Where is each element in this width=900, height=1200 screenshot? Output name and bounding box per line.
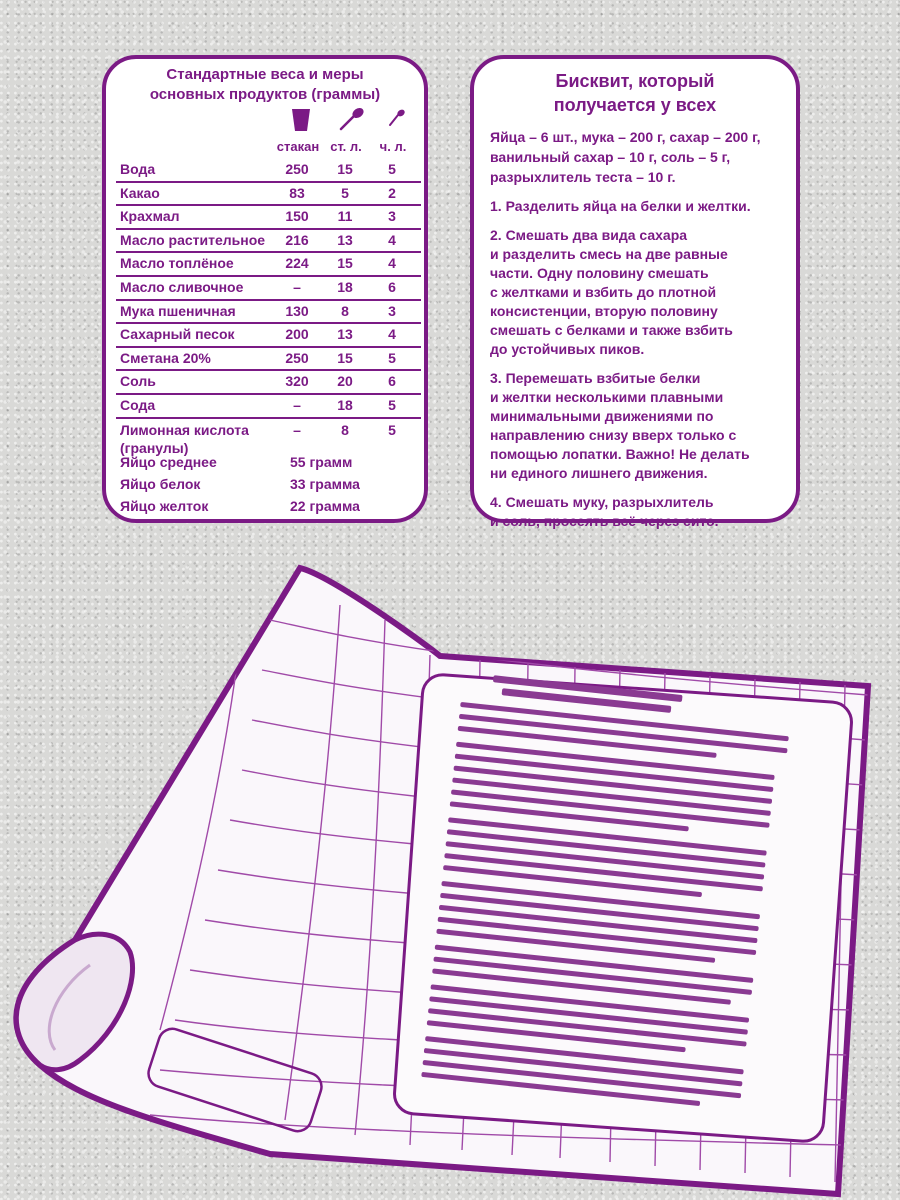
row-value: 83 — [289, 184, 305, 201]
row-value: 5 — [388, 349, 396, 366]
row-value: 5 — [388, 396, 396, 413]
recipe-step — [490, 197, 790, 216]
unit-cup-label: стакан — [276, 139, 320, 154]
recipe-title-line1: Бисквит, который — [555, 71, 715, 91]
recipe-steps — [490, 197, 790, 541]
row-name: Какао — [120, 184, 160, 201]
egg-value: 55 грамм — [290, 454, 353, 470]
eggs-list — [120, 454, 410, 520]
row-value: – — [293, 421, 301, 438]
recipe-card — [470, 55, 800, 529]
row-name-line1: Лимонная кислота — [120, 421, 249, 438]
row-name: Масло сливочное — [120, 278, 244, 295]
row-value: 216 — [285, 231, 309, 248]
step-line: 3. Перемешать взбитые белки — [490, 370, 701, 386]
row-name: Соль — [120, 373, 156, 390]
step-line: 2. Смешать два вида сахара — [490, 227, 688, 243]
row-value: 2 — [388, 184, 396, 201]
table-row — [116, 159, 421, 183]
step-line: 1. Разделить яйца на белки и желтки. — [490, 198, 751, 214]
row-name: Масло растительное — [120, 231, 266, 248]
step-line: направлению снизу вверх только с — [490, 427, 737, 443]
recipe-step — [490, 226, 790, 359]
row-value: 200 — [285, 326, 309, 343]
egg-name: Яйцо среднее — [120, 454, 217, 470]
row-value: 224 — [285, 255, 309, 272]
step-line: и разделить смесь на две равные — [490, 246, 728, 262]
row-value: 5 — [341, 184, 349, 201]
step-line: части. Одну половину смешать — [490, 265, 709, 281]
step-line: до устойчивых пиков. — [490, 341, 645, 357]
egg-value: 33 грамма — [290, 476, 360, 492]
step-line: помощью лопатки. Важно! Не делать — [490, 446, 750, 462]
recipe-step — [490, 493, 790, 531]
row-value: 15 — [337, 161, 353, 177]
row-value: 130 — [285, 302, 309, 319]
unit-icons — [106, 107, 424, 137]
row-value: 5 — [388, 161, 396, 177]
row-value: 6 — [388, 373, 396, 390]
row-name: Сметана 20% — [120, 349, 211, 366]
row-name: Сода — [120, 396, 156, 413]
table-row — [116, 301, 421, 325]
row-value: – — [293, 396, 301, 413]
egg-name: Яйцо желток — [120, 498, 209, 514]
row-value: 4 — [388, 255, 396, 272]
row-name-line2: (гранулы) — [120, 439, 189, 456]
step-line: 4. Смешать муку, разрыхлитель — [490, 494, 714, 510]
row-value: 18 — [337, 396, 353, 413]
step-line: и желтки несколькими плавными — [490, 389, 724, 405]
cup-icon — [276, 107, 326, 138]
row-value: 8 — [341, 421, 349, 438]
row-name: Мука пшеничная — [120, 302, 236, 319]
row-name: Сахарный песок — [120, 326, 235, 343]
row-value: 4 — [388, 231, 396, 248]
table-row — [116, 206, 421, 230]
row-value: 320 — [285, 373, 309, 390]
recipe-ingredients — [490, 127, 790, 187]
row-value: 15 — [337, 255, 353, 272]
step-line: с желтками и взбить до плотной — [490, 284, 717, 300]
weights-card — [102, 55, 428, 523]
baking-mat-image — [0, 560, 900, 1200]
step-line: минимальными движениями по — [490, 408, 714, 424]
weights-title-line1: Стандартные веса и меры — [166, 66, 364, 83]
weights-table — [116, 159, 421, 463]
row-value: 11 — [337, 208, 353, 225]
row-value: 18 — [337, 278, 353, 295]
table-row — [116, 395, 421, 419]
row-value: 4 — [388, 326, 396, 343]
ingredient-line: Яйца – 6 шт., мука – 200 г, сахар – 200 г, — [490, 129, 761, 145]
row-value: 250 — [285, 349, 309, 366]
recipe-title — [474, 69, 796, 117]
row-name — [120, 421, 249, 457]
row-value: 13 — [337, 231, 353, 248]
weights-title-line2: основных продуктов (граммы) — [149, 86, 381, 103]
row-value: 250 — [285, 161, 309, 177]
row-value: 8 — [341, 302, 349, 319]
teaspoon-icon — [371, 107, 421, 134]
tablespoon-icon — [326, 107, 376, 138]
list-item — [120, 498, 410, 520]
list-item — [120, 476, 410, 498]
row-value: 15 — [337, 349, 353, 366]
list-item — [120, 454, 410, 476]
table-row — [116, 277, 421, 301]
mat-body — [16, 568, 868, 1194]
table-row — [116, 371, 421, 395]
egg-value: 22 грамма — [290, 498, 360, 514]
recipe-step — [490, 369, 790, 483]
unit-labels — [106, 139, 424, 157]
row-value: 6 — [388, 278, 396, 295]
step-line: и соль, просеять всё через сито. — [490, 513, 719, 529]
row-name: Вода — [120, 161, 156, 177]
table-row — [116, 348, 421, 372]
ingredient-line: разрыхлитель теста – 10 г. — [490, 169, 676, 185]
table-row — [116, 324, 421, 348]
row-name: Крахмал — [120, 208, 180, 225]
ingredient-line: ванильный сахар – 10 г, соль – 5 г, — [490, 149, 731, 165]
table-row — [116, 230, 421, 254]
table-row — [116, 183, 421, 207]
step-line: ни единого лишнего движения. — [490, 465, 708, 481]
weights-title — [106, 65, 424, 105]
unit-tablespoon-label: ст. л. — [330, 139, 362, 154]
row-value: – — [293, 278, 301, 295]
row-value: 150 — [285, 208, 309, 225]
table-row — [116, 253, 421, 277]
step-line: консистенции, вторую половину — [490, 303, 718, 319]
recipe-title-line2: получается у всех — [553, 95, 717, 115]
row-value: 3 — [388, 302, 396, 319]
unit-teaspoon-label: ч. л. — [379, 139, 407, 154]
row-name: Масло топлёное — [120, 255, 234, 272]
row-value: 3 — [388, 208, 396, 225]
row-value: 5 — [388, 421, 396, 438]
step-line: смешать с белками и также взбить — [490, 322, 733, 338]
egg-name: Яйцо белок — [120, 476, 201, 492]
row-value: 20 — [337, 373, 353, 390]
row-value: 13 — [337, 326, 353, 343]
